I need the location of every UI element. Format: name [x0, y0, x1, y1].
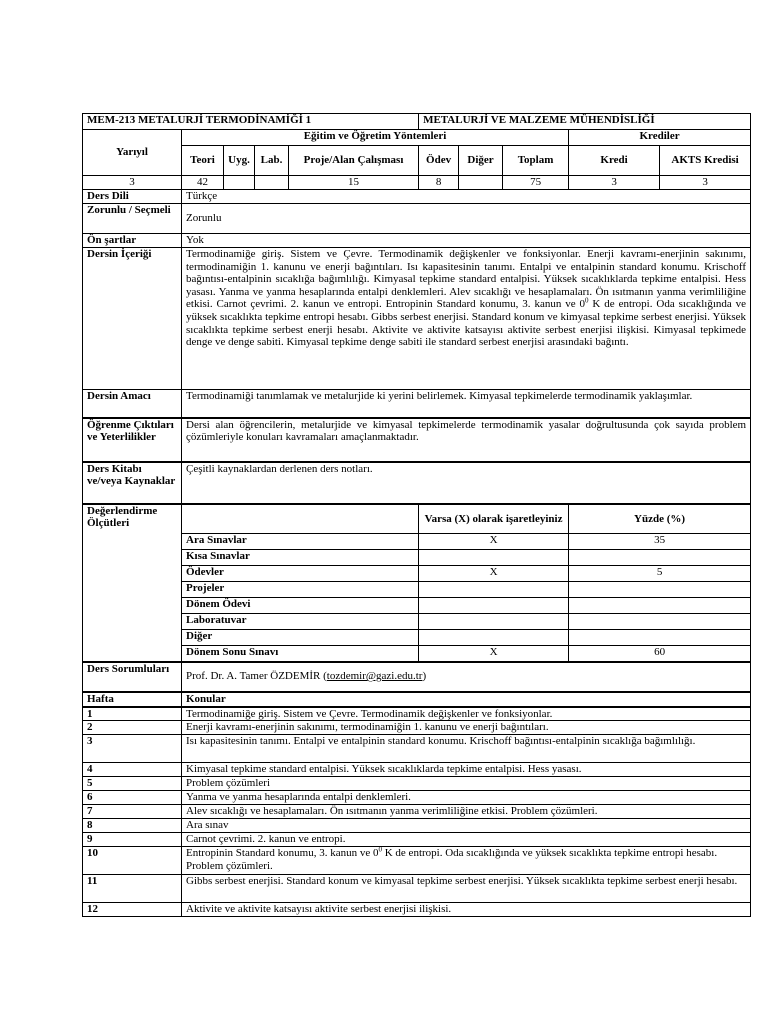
week-row: 1 Termodinamiğe giriş. Sistem ve Çevre. Termodinamik değişkenler ve fonksiyonlar. [83, 707, 751, 721]
amac-row [83, 390, 751, 418]
onsart-row [83, 234, 751, 248]
week-row: 8 Ara sınav [83, 819, 751, 833]
val-teori: 42 [182, 176, 224, 190]
week-row: 11 Gibbs serbest enerjisi. Standard konum ve kimyasal tepkime serbest enerjisi. Yüksek sıcaklıkta tepkime serbest enerji hesabı. [83, 875, 751, 903]
week-row: 7 Alev sıcaklığı ve hesaplamaları. Ön ısıtmanın yanma verimliliğine etkisi. Problem çözümleri. [83, 805, 751, 819]
col-lab: Lab. [255, 146, 289, 176]
staff-value: Prof. Dr. A. Tamer ÖZDEMİR (tozdemir@gazi.edu.tr) [182, 662, 751, 692]
week-row: 4 Kimyasal tepkime standard entalpisi. Yüksek sıcaklıklarda tepkime entalpisi. Hess yasası. [83, 763, 751, 777]
eval-label: Değerlendirme Ölçütleri [83, 504, 182, 662]
col-proje: Proje/Alan Çalışması [289, 146, 419, 176]
week-row: 3 Isı kapasitesinin tanımı. Entalpi ve entalpinin standard konumu. Krischoff bağıntısı-entalpinin sıcaklığa bağımlılığı. [83, 735, 751, 763]
methods-values-row [83, 176, 751, 190]
ciktilar-label: Öğrenme Çıktıları ve Yeterlilikler [83, 418, 182, 462]
col-akts: AKTS Kredisi [660, 146, 751, 176]
course-syllabus [82, 113, 750, 917]
credits-title: Krediler [569, 130, 751, 146]
eval-header-row [83, 504, 751, 534]
val-kredi: 3 [569, 176, 660, 190]
kitap-value: Çeşitli kaynaklardan derlenen ders notları. [182, 462, 751, 504]
zorunlu-row [83, 204, 751, 234]
dil-label: Ders Dili [83, 190, 182, 204]
syllabus-table [82, 113, 751, 917]
val-odev: 8 [419, 176, 459, 190]
val-diger [459, 176, 503, 190]
kitap-row [83, 462, 751, 504]
week-row: 12 Aktivite ve aktivite katsayısı aktivite serbest enerjisi ilişkisi. [83, 903, 751, 917]
week-row: 5 Problem çözümleri [83, 777, 751, 791]
hafta-header: Hafta [83, 692, 182, 707]
ciktilar-row [83, 418, 751, 462]
methods-title: Eğitim ve Öğretim Yöntemleri [182, 130, 569, 146]
methods-title-row [83, 130, 751, 146]
eval-row: Ödevler X 5 [83, 566, 751, 582]
val-yariyil: 3 [83, 176, 182, 190]
week-row: 10 Entropinin Standard konumu, 3. kanun ve $0^0$ K de entropi. Oda sıcaklığında ve yüksek sıcaklıkta tepkime entropi hesabı. Problem çözümleri. [83, 847, 751, 875]
col-odev: Ödev [419, 146, 459, 176]
eval-row: Dönem Ödevi [83, 598, 751, 614]
col-diger: Diğer [459, 146, 503, 176]
icerik-label: Dersin İçeriği [83, 248, 182, 390]
weeks-header-row [83, 692, 751, 707]
ciktilar-value: Dersi alan öğrencilerin, metalurjide ve kimyasal tepkimelerde termodinamik yasalar doğrultusunda çok sayıda problem çözümleriyle konuları kavramaları amaçlanmaktadır. [182, 418, 751, 462]
eval-row: Diğer [83, 630, 751, 646]
val-lab [255, 176, 289, 190]
eval-row: Projeler [83, 582, 751, 598]
dil-row [83, 190, 751, 204]
eval-row: Kısa Sınavlar [83, 550, 751, 566]
course-title: MEM-213 METALURJİ TERMODİNAMİĞİ 1 [83, 114, 419, 130]
icerik-row [83, 248, 751, 390]
week-row: 9 Carnot çevrimi. 2. kanun ve entropi. [83, 833, 751, 847]
val-akts: 3 [660, 176, 751, 190]
header-row [83, 114, 751, 130]
amac-label: Dersin Amacı [83, 390, 182, 418]
col-toplam: Toplam [503, 146, 569, 176]
col-kredi: Kredi [569, 146, 660, 176]
staff-email-link[interactable]: tozdemir@gazi.edu.tr [326, 670, 423, 683]
val-toplam: 75 [503, 176, 569, 190]
eval-row: Dönem Sonu Sınavı X 60 [83, 646, 751, 662]
week-row: 6 Yanma ve yanma hesaplarında entalpi denklemleri. [83, 791, 751, 805]
col-teori: Teori [182, 146, 224, 176]
department-title: METALURJİ VE MALZEME MÜHENDİSLİĞİ [419, 114, 751, 130]
icerik-value: Termodinamiğe giriş. Sistem ve Çevre. Termodinamik değişkenler ve fonksiyonlar. Enerji kavramı-enerjinin sakınımı, termodinamiğin 1. kanunu ve enerji bağıntıları. Isı kapasitesinin tanımı. Entalpi ve entalpinin standard konumu. Krischoff bağıntısı-entalpinin sıcaklığa bağımlılığı. Kimyasal tepkime standard entalpisi. Yüksek sıcaklıklarda tepkime entalpisi. Hess yasası. Yanma ve yanma hesaplarında entalpi denklemleri. Alev sıcaklığı ve hesaplamaları. Ön ısıtmanın yanma verimliliğine etkisi. Carnot çevrimi. 2. kanun ve entropi. Entropinin Standard konumu, 3. kanun ve $0^0$ K de entropi. Oda sıcaklığında ve yüksek sıcaklıkta tepkime entropi hesabı. Gibbs serbest enerjisi. Standard konum ve kimyasal tepkime serbest enerjisi. Yüksek sıcaklıkta tepkime serbest enerji hesabı. Aktivite ve aktivite katsayısı aktivite serbest enerjisi ilişkisi. Kimyasal tepkimede denge ve denge sabiti. Kimyasal tepkime denge sabiti ile standard serbest enerjisi arasındaki bağıntı. [182, 248, 751, 390]
zorunlu-value: Zorunlu [182, 204, 751, 234]
eval-mark-header: Varsa (X) olarak işaretleyiniz [419, 504, 569, 534]
dil-value: Türkçe [182, 190, 751, 204]
zorunlu-label: Zorunlu / Seçmeli [83, 204, 182, 234]
onsart-value: Yok [182, 234, 751, 248]
staff-label: Ders Sorumluları [83, 662, 182, 692]
eval-row: Laboratuvar [83, 614, 751, 630]
eval-pct-header: Yüzde (%) [569, 504, 751, 534]
val-proje: 15 [289, 176, 419, 190]
yariyil-label: Yarıyıl [83, 130, 182, 176]
kitap-label: Ders Kitabı ve/veya Kaynaklar [83, 462, 182, 504]
val-uyg [224, 176, 255, 190]
eval-row: Ara Sınavlar X 35 [83, 534, 751, 550]
staff-row [83, 662, 751, 692]
onsart-label: Ön şartlar [83, 234, 182, 248]
week-row: 2 Enerji kavramı-enerjinin sakınımı, termodinamiğin 1. kanunu ve enerji bağıntıları. [83, 721, 751, 735]
konular-header: Konular [182, 692, 751, 707]
methods-columns-row [83, 146, 751, 176]
amac-value: Termodinamiği tanımlamak ve metalurjide ki yerini belirlemek. Kimyasal tepkimelerde termodinamik yaklaşımlar. [182, 390, 751, 418]
col-uyg: Uyg. [224, 146, 255, 176]
